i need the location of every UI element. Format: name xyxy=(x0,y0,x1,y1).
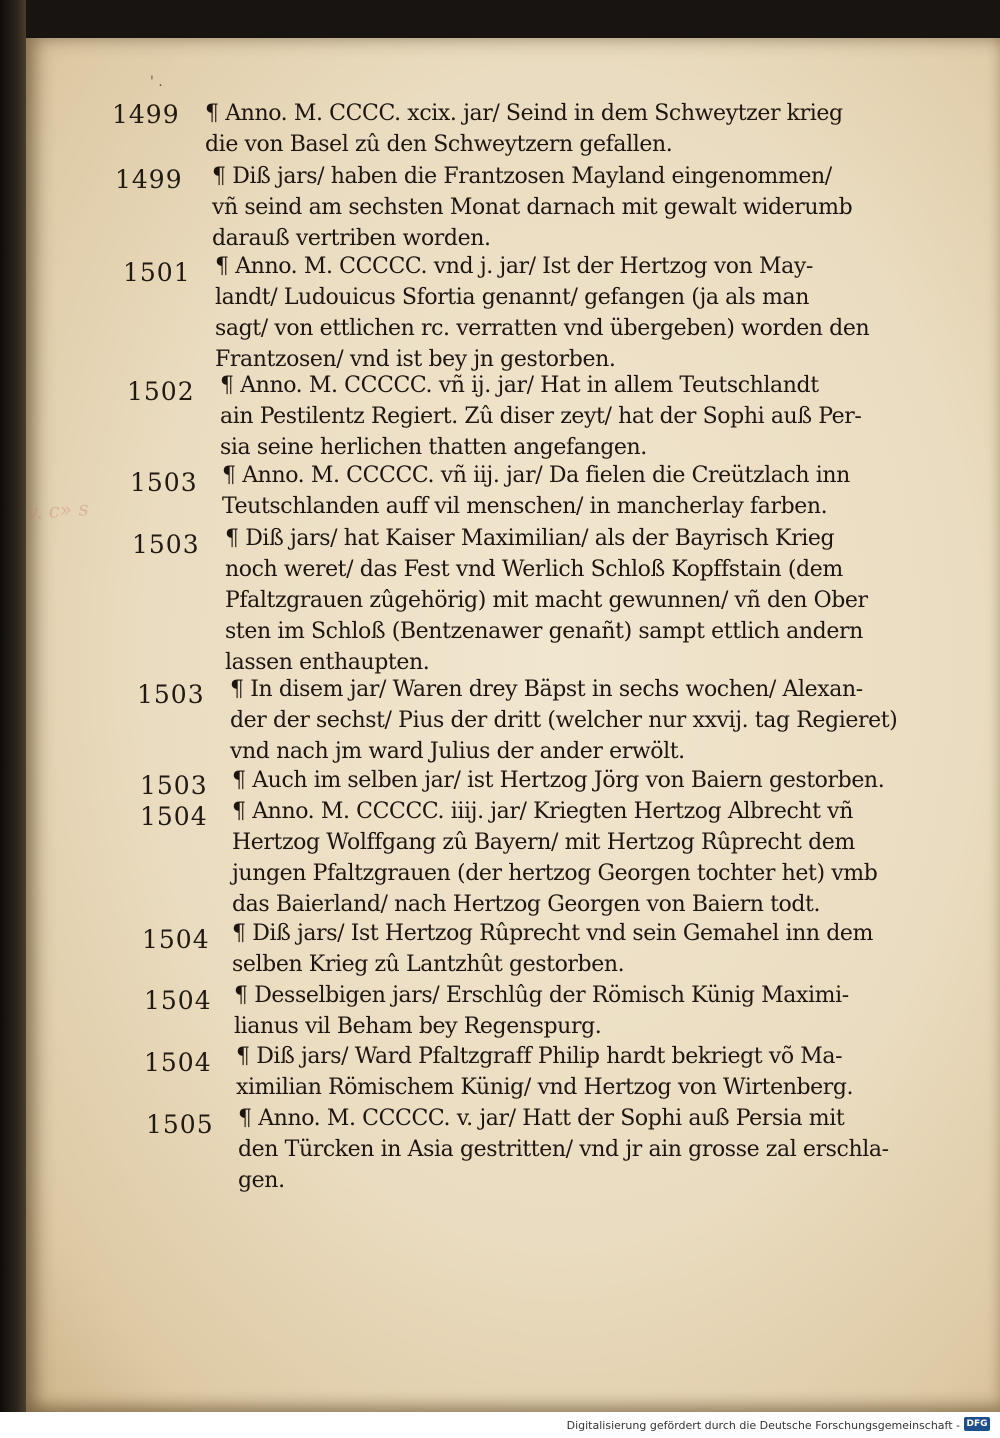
entry-line: ximilian Römischem Künig/ vnd Hertzog von Wirtenberg. xyxy=(236,1075,854,1100)
entry-line: ¶ Diß jars/ Ist Hertzog Rûprecht vnd sein Gemahel inn dem xyxy=(232,921,873,946)
entry-line: sagt/ von ettlichen rc. verratten vnd übergeben) worden den xyxy=(215,316,870,341)
entry-year: 1504 xyxy=(142,925,210,954)
entry-line: ¶ Anno. M. CCCC. xcix. jar/ Seind in dem Schweytzer krieg xyxy=(205,101,843,126)
entry-text xyxy=(232,765,884,796)
faded-margin-stamp: v. c» s xyxy=(26,496,90,525)
entry-text xyxy=(205,98,843,160)
entry-line: ¶ Diß jars/ haben die Frantzosen Mayland eingenommen/ xyxy=(212,164,832,189)
entry-line: das Baierland/ nach Hertzog Georgen von Baiern todt. xyxy=(232,892,821,917)
entry-line: sia seine herlichen thatten angefangen. xyxy=(220,435,647,460)
entry-line: ain Pestilentz Regiert. Zû diser zeyt/ hat der Sophi auß Per- xyxy=(220,404,862,429)
entry-line: ¶ In disem jar/ Waren drey Bäpst in sechs wochen/ Alexan- xyxy=(230,677,863,702)
entry-line: darauß vertriben worden. xyxy=(212,226,491,251)
book-gutter xyxy=(0,0,26,1412)
entry-line: ¶ Anno. M. CCCCC. vñ ij. jar/ Hat in allem Teutschlandt xyxy=(220,373,819,398)
entry-line: jungen Pfaltzgrauen (der hertzog Georgen tochter het) vmb xyxy=(232,861,878,886)
entry-line: landt/ Ludouicus Sfortia genannt/ gefangen (ja als man xyxy=(215,285,809,310)
entry-text xyxy=(230,674,897,767)
entry-line: selben Krieg zû Lantzhût gestorben. xyxy=(232,952,625,977)
entry-year: 1499 xyxy=(115,165,183,194)
entry-line: vnd nach jm ward Julius der ander erwölt. xyxy=(230,739,685,764)
entry-line: ¶ Desselbigen jars/ Erschlûg der Römisch Künig Maximi- xyxy=(234,983,849,1008)
entry-year: 1501 xyxy=(123,258,191,287)
entry-year: 1504 xyxy=(144,1048,212,1077)
entry-line: ¶ Anno. M. CCCCC. vñ iij. jar/ Da fielen die Creützlach inn xyxy=(222,463,850,488)
entry-year: 1504 xyxy=(144,986,212,1015)
page-top-mark: ' . xyxy=(150,74,163,90)
entry-line: lassen enthaupten. xyxy=(225,650,430,675)
entry-line: lianus vil Beham bey Regenspurg. xyxy=(234,1014,602,1039)
entry-line: ¶ Anno. M. CCCCC. vnd j. jar/ Ist der Hertzog von May- xyxy=(215,254,813,279)
entry-line: Frantzosen/ vnd ist bey jn gestorben. xyxy=(215,347,616,372)
dfg-logo[interactable]: DFG xyxy=(964,1417,990,1431)
funding-notice: Digitalisierung gefördert durch die Deutsche Forschungsgemeinschaft - xyxy=(566,1419,960,1432)
entry-line: ¶ Auch im selben jar/ ist Hertzog Jörg von Baiern gestorben. xyxy=(232,768,885,793)
entry-year: 1503 xyxy=(137,680,205,709)
entry-line: Hertzog Wolffgang zû Bayern/ mit Hertzog Rûprecht dem xyxy=(232,830,855,855)
entry-line: den Türcken in Asia gestritten/ vnd jr ain grosse zal erschla- xyxy=(238,1137,889,1162)
entry-year: 1503 xyxy=(132,530,200,559)
entry-line: ¶ Anno. M. CCCCC. iiij. jar/ Kriegten Hertzog Albrecht vñ xyxy=(232,799,853,824)
entry-text xyxy=(232,918,873,980)
entry-line: ¶ Diß jars/ hat Kaiser Maximilian/ als der Bayrisch Krieg xyxy=(225,526,835,551)
entry-text xyxy=(238,1103,889,1196)
entry-year: 1505 xyxy=(146,1110,214,1139)
entry-text xyxy=(215,251,869,375)
entry-year: 1503 xyxy=(130,468,198,497)
entry-year: 1503 xyxy=(140,771,208,800)
entry-year: 1504 xyxy=(140,802,208,831)
entry-text xyxy=(212,161,852,254)
funding-footer xyxy=(0,1412,1000,1438)
entry-line: noch weret/ das Fest vnd Werlich Schloß Kopffstain (dem xyxy=(225,557,843,582)
entry-line: die von Basel zû den Schweytzern gefallen. xyxy=(205,132,673,157)
entry-text xyxy=(220,370,861,463)
entry-line: Pfaltzgrauen zûgehörig) mit macht gewunnen/ vñ den Ober xyxy=(225,588,868,613)
entry-line: vñ seind am sechsten Monat darnach mit gewalt widerumb xyxy=(212,195,853,220)
entry-line: der der sechst/ Pius der dritt (welcher nur xxvij. tag Regieret) xyxy=(230,708,898,733)
entry-text xyxy=(232,796,877,920)
entry-line: ¶ Diß jars/ Ward Pfaltzgraff Philip hardt bekriegt võ Ma- xyxy=(236,1044,843,1069)
entry-line: Teutschlanden auff vil menschen/ in mancherlay farben. xyxy=(222,494,828,519)
entry-text xyxy=(236,1041,853,1103)
entry-text xyxy=(225,523,868,678)
entry-text xyxy=(234,980,849,1042)
entry-line: sten im Schloß (Bentzenawer genañt) sampt ettlich andern xyxy=(225,619,863,644)
entry-line: ¶ Anno. M. CCCCC. v. jar/ Hatt der Sophi auß Persia mit xyxy=(238,1106,845,1131)
entry-year: 1499 xyxy=(112,100,180,129)
entry-year: 1502 xyxy=(127,377,195,406)
entry-line: gen. xyxy=(238,1168,285,1193)
entry-text xyxy=(222,460,850,522)
